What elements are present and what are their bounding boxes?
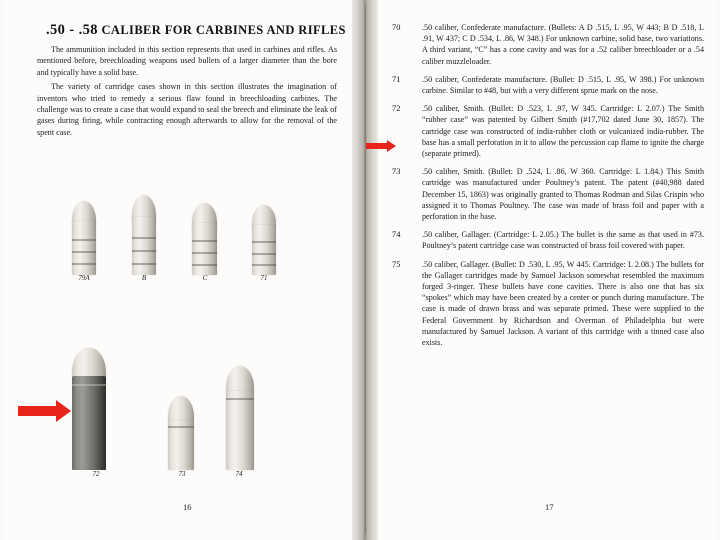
- spine-center-line: [365, 6, 366, 534]
- plate-bottom-item-73: [168, 396, 194, 470]
- bullet-ring: [192, 240, 217, 242]
- left-page-running-head: [46, 22, 346, 39]
- bullet-ring: [72, 251, 96, 253]
- plate-top-item-B: [132, 195, 156, 275]
- caption-73: 73: [178, 470, 186, 478]
- cartridge-case: [72, 376, 106, 470]
- plate-bottom-item-72: [72, 348, 106, 470]
- arrow-head: [56, 400, 71, 422]
- bullet-body: [192, 223, 217, 275]
- cartridge-case: [168, 420, 194, 470]
- paragraph-1: The ammunition included in this section represents that used in carbines and rifles. As mentioned before, breechloading weapons used bullets of a larger diameter than the bore and typically have a solid base.: [37, 45, 337, 77]
- caption-71: 71: [260, 274, 268, 282]
- caption-B: B: [141, 274, 147, 282]
- right-page-folio: 17: [545, 502, 554, 512]
- bullet-ring: [252, 241, 276, 243]
- plate-top: [30, 170, 340, 282]
- plate-top-item-79A: [72, 201, 96, 275]
- entry-number: 75: [392, 259, 401, 269]
- bullet-ring: [132, 237, 156, 239]
- case-mouth-line: [226, 398, 254, 400]
- entry-text: .50 caliber, Confederate manufacture. (Bullet: D .515, L .95, W 398.) For unknown carbine. Similar to #48, but with a very different sprue mark on the nose.: [422, 74, 704, 96]
- bullet-nose: [226, 366, 254, 393]
- paragraph-2: The variety of cartridge cases shown in this section illustrates the imagination of inventors who tried to remedy a serious flaw found in breechloading carbines. The challenge was to create a case that would expand to seal the breech and eliminate the leak of gases during firing, while contracting enough afterwards to allow for the removal of the spent case.: [37, 82, 337, 137]
- cartridge-case: [226, 391, 254, 470]
- arrow-shaft: [366, 143, 388, 149]
- entry-number: 74: [392, 230, 401, 240]
- left-page-body: [37, 44, 337, 141]
- entry-71: [392, 74, 704, 96]
- entry-text: .50 caliber, Smith. (Bullet: D .523, L .97, W 345. Cartridge: L 2.07.) The Smith “rubber case” was patented by Gilbert Smith (#17,702 dated June 30, 1857). The cartridge case was constructed of india-rubber cloth or vulcanized india-rubber. The base has a small perforation in it to allow the percussion cap flame to ignite the charge (separate primed).: [422, 104, 704, 159]
- bullet-body: [132, 217, 156, 275]
- bullet-ring: [132, 263, 156, 265]
- plate-top-item-71: [252, 205, 276, 275]
- bullet-ring: [72, 239, 96, 241]
- bullet-ring: [252, 253, 276, 255]
- bullet-body: [252, 225, 276, 275]
- bullet-body: [72, 221, 96, 275]
- bullet-ring: [252, 264, 276, 266]
- bullet-ring: [192, 264, 217, 266]
- entry-text: .50 caliber, Smith. (Bullet: D .524, L .86, W 360. Cartridge: L 1.84.) This Smith cartridge was manufactured under Poultney’s patent. The patent (#40,988 dated December 15, 1863) was originally granted to Thomas Rodman and Silas Crispin who assigned it to Thomas Poultney. The case was made of brass foil and paper with a perforation in the base.: [422, 167, 704, 222]
- entry-74: [392, 229, 704, 251]
- annotation-arrow-small: [366, 140, 400, 152]
- case-mouth-line: [72, 384, 106, 386]
- left-page-folio: 16: [183, 502, 192, 512]
- annotation-arrow-large: [18, 400, 76, 422]
- bullet-nose: [168, 396, 194, 422]
- running-head-text: CALIBER FOR CARBINES AND RIFLES: [101, 23, 346, 37]
- caption-C: C: [202, 274, 208, 282]
- entry-text: .50 caliber, Gallager. (Cartridge: L 2.05.) The bullet is the same as that used in #73. Poultney’s patent cartridge case was constructed of brass foil covered with paper.: [422, 230, 704, 251]
- plate-bottom-item-74: [226, 366, 254, 470]
- entry-73: [392, 166, 704, 222]
- entry-text: .50 caliber, Confederate manufacture. (Bullets: A D .515, L .95, W 443; B D .518, L .91, W 437; C D .534, L .86, W 348.) For unknown carbine, solid base, two variations. A third variant, “C” has a cone cavity and was for a .52 caliber breechloader or a .54 caliber muzzleloader.: [422, 23, 704, 66]
- entry-number: 72: [392, 104, 401, 114]
- bullet-nose: [72, 348, 106, 378]
- entry-70: [392, 22, 704, 67]
- caption-79A: 79A: [78, 274, 90, 282]
- arrow-head: [387, 140, 396, 152]
- plate-top-item-C: [192, 203, 217, 275]
- caption-74: 74: [235, 470, 243, 478]
- entry-75: [392, 259, 704, 349]
- plate-bottom: [30, 320, 340, 478]
- running-head-caliber: .50 - .58: [46, 22, 98, 38]
- bullet-ring: [192, 252, 217, 254]
- case-mouth-line: [168, 426, 194, 428]
- entry-72: [392, 103, 704, 159]
- bullet-ring: [72, 263, 96, 265]
- entry-text: .50 caliber, Gallager. (Bullet: D .530, L .95, W 445. Cartridge: L 2.08.) The bullets for the Gallager cartridges made by Samuel Jackson somewhat resembled the maximum forged 3-ringer. These bullets have cone cavities. There is also one that has six “spokes” which may have been created by a center or punch during manufacture. The case is made of drawn brass and was separate primed. These were supplied to the Federal Government by Richardson and Overman of Philadelphia but were manufactured by Samuel Jackson. A variant of this cartridge with a tinned case also exists.: [422, 259, 704, 348]
- entry-number: 73: [392, 167, 401, 177]
- right-page-entry-list: [392, 22, 704, 355]
- arrow-shaft: [18, 406, 58, 416]
- entry-number: 70: [392, 23, 401, 32]
- bullet-ring: [132, 250, 156, 252]
- entry-number: 71: [392, 74, 401, 84]
- caption-72: 72: [92, 470, 100, 478]
